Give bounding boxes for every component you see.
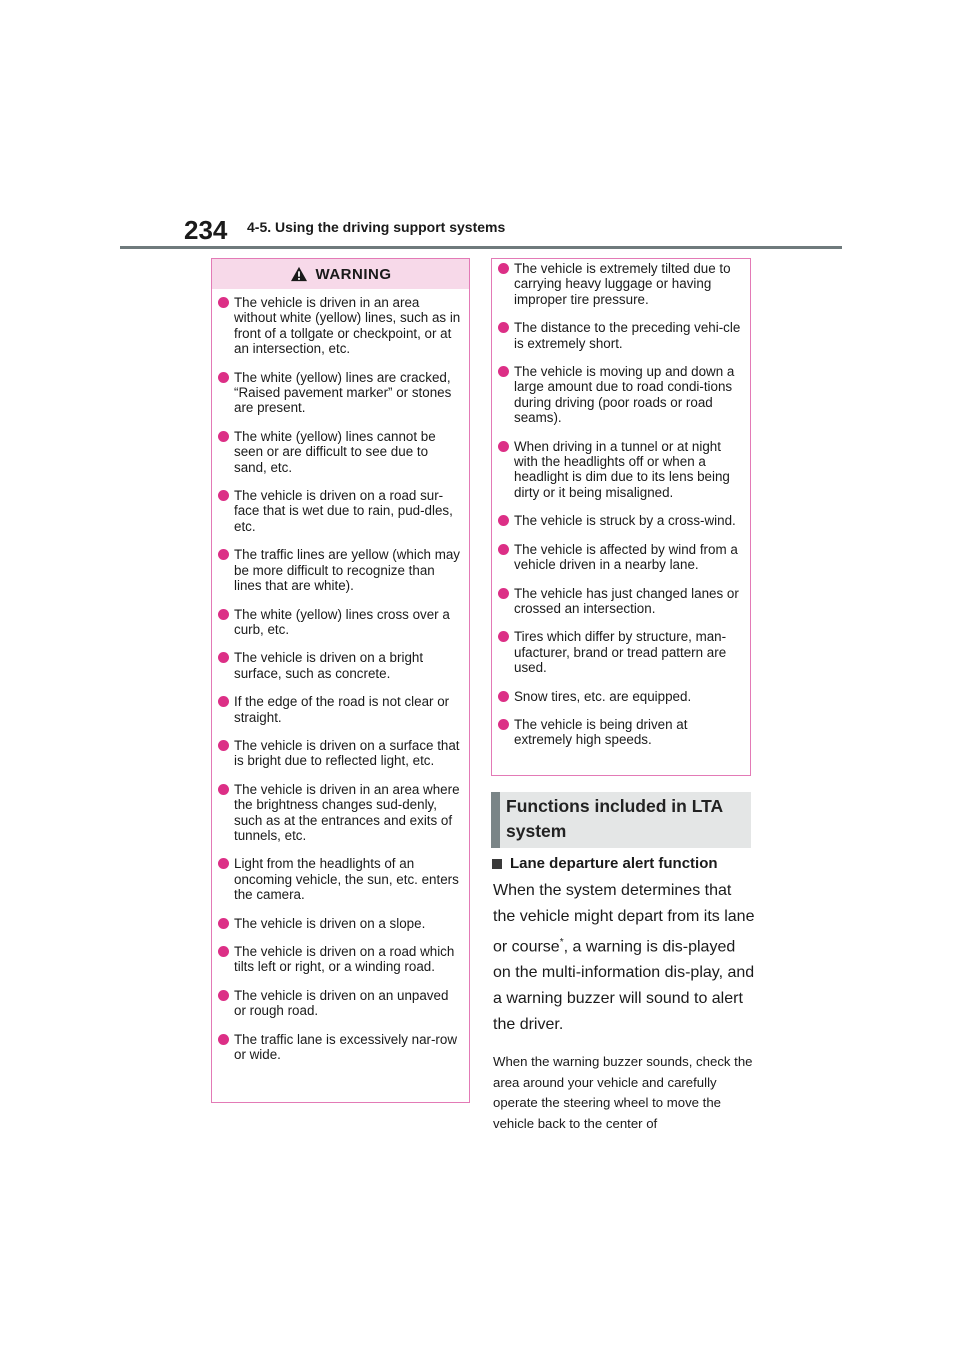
list-item-text: The traffic lines are yellow (which may be more difficult to recognize than lines that are white). (234, 547, 460, 594)
bullet-icon (218, 490, 229, 501)
page-number: 234 (184, 215, 228, 245)
subheading-text: Lane departure alert function (510, 855, 718, 872)
list-item-text: The white (yellow) lines cannot be seen or are difficult to see due to sand, etc. (234, 428, 436, 475)
list-item (498, 629, 742, 675)
body-paragraph (493, 878, 755, 1038)
list-item-text: The vehicle is driven on an unpaved or rough road. (234, 987, 449, 1019)
bullet-icon (498, 263, 509, 274)
list-item-text: The vehicle is struck by a cross-wind. (514, 513, 736, 529)
list-item (218, 738, 461, 769)
list-item-text: If the edge of the road is not clear or straight. (234, 694, 450, 725)
warning-header (212, 259, 469, 289)
list-item (498, 513, 742, 528)
list-item-text: The distance to the preceding vehi-cle is extremely short. (514, 320, 741, 351)
warning-title: WARNING (315, 265, 392, 283)
list-item-text: The vehicle is driven on a road which tilts left or right, or a winding road. (234, 944, 455, 975)
list-item (218, 429, 461, 475)
list-item-text: The traffic lane is excessively nar-row or wide. (234, 1031, 458, 1063)
bullet-icon (218, 696, 229, 707)
bullet-icon (498, 366, 509, 377)
list-item (498, 320, 742, 351)
list-item (218, 1032, 461, 1063)
bullet-icon (498, 515, 509, 526)
bullet-icon (218, 946, 229, 957)
bullet-icon (498, 588, 509, 599)
bullet-icon (498, 719, 509, 730)
list-item-text: The vehicle is driven in an area without white (yellow) lines, such as in front of a tollgate or checkpoint, or at an intersection, etc. (234, 295, 461, 357)
list-item-text: The vehicle is driven on a road sur-face that is wet due to rain, pud-dles, etc. (234, 488, 453, 534)
list-item-text: The vehicle is driven on a slope. (234, 915, 426, 931)
bullet-icon (218, 990, 229, 1001)
list-item (218, 607, 461, 638)
warning-triangle-icon (290, 266, 308, 282)
heading-accent-bar (491, 792, 500, 848)
bullet-icon (218, 784, 229, 795)
list-item-text: When driving in a tunnel or at night with the headlights off or when a headlight is dim due to its lens being dirty or it being misaligned. (514, 438, 730, 500)
bullet-icon (218, 609, 229, 620)
list-item (498, 542, 742, 573)
list-item-text: The white (yellow) lines are cracked, “Raised pavement marker” or stones are present. (234, 369, 452, 416)
list-item-text: The white (yellow) lines cross over a curb, etc. (234, 606, 450, 637)
list-item (218, 782, 461, 844)
list-item-text: Tires which differ by structure, man-ufacturer, brand or tread pattern are used. (514, 629, 727, 676)
list-item-text: The vehicle is being driven at extremely high speeds. (514, 716, 688, 748)
section-title: 4-5. Using the driving support systems (247, 219, 506, 235)
bullet-icon (498, 691, 509, 702)
functions-heading: Functions included in LTA system (506, 796, 723, 841)
list-item (218, 650, 461, 681)
square-bullet-icon (492, 859, 502, 869)
bullet-icon (218, 297, 229, 308)
list-item (498, 439, 742, 501)
list-item (498, 717, 742, 748)
bullet-icon (218, 858, 229, 869)
list-item (218, 694, 461, 725)
body-text-before: When the system determines that the vehicle might depart from its lane or course (493, 882, 755, 956)
bullet-icon (218, 1034, 229, 1045)
list-item-text: The vehicle is affected by wind from a vehicle driven in a nearby lane. (514, 541, 738, 573)
list-item (218, 370, 461, 416)
bullet-icon (498, 441, 509, 452)
list-item-text: The vehicle has just changed lanes or crossed an intersection. (514, 585, 739, 616)
footnote-marker: * (559, 937, 564, 948)
list-item-text: The vehicle is extremely tilted due to carrying heavy luggage or having improper tire pressure. (514, 261, 731, 307)
list-item (218, 547, 461, 593)
list-item (498, 689, 742, 704)
note-paragraph: When the warning buzzer sounds, check the area around your vehicle and carefully operate the steering wheel to move the vehicle back to the center of (493, 1054, 753, 1131)
list-item-text: The vehicle is moving up and down a large amount due to road condi-tions during driving (poor roads or road seams). (514, 364, 735, 426)
warning-list-right (492, 259, 750, 748)
bullet-icon (218, 652, 229, 663)
bullet-icon (218, 549, 229, 560)
list-item-text: Light from the headlights of an oncoming vehicle, the sun, etc. enters the camera. (234, 856, 459, 903)
subheading-lane-departure (492, 855, 718, 872)
body-text-after: , a warning is dis-played on the multi-information dis-play, and a warning buzzer will sound to alert the driver. (493, 938, 755, 1034)
bullet-icon (498, 544, 509, 555)
list-item (498, 261, 742, 307)
functions-heading-box (491, 792, 751, 848)
bullet-icon (218, 918, 229, 929)
list-item (218, 916, 461, 931)
bullet-icon (498, 322, 509, 333)
warning-box-left (211, 258, 470, 1103)
bullet-icon (218, 431, 229, 442)
list-item-text: The vehicle is driven on a surface that is bright due to reflected light, etc. (234, 737, 460, 769)
bullet-icon (498, 631, 509, 642)
list-item-text: The vehicle is driven on a bright surface, such as concrete. (234, 650, 424, 681)
list-item (218, 988, 461, 1019)
list-item (218, 488, 461, 534)
warning-box-right (491, 258, 751, 776)
bullet-icon (218, 372, 229, 383)
list-item-text: The vehicle is driven in an area where the brightness changes sud-denly, such as at the entrances and exits of tunnels, etc. (234, 781, 460, 843)
list-item-text: Snow tires, etc. are equipped. (514, 688, 692, 704)
list-item (498, 586, 742, 617)
list-item (218, 295, 461, 357)
list-item (498, 364, 742, 426)
bullet-icon (218, 740, 229, 751)
warning-list-left (212, 289, 469, 1062)
page-header (120, 210, 842, 249)
list-item (218, 944, 461, 975)
list-item (218, 856, 461, 902)
